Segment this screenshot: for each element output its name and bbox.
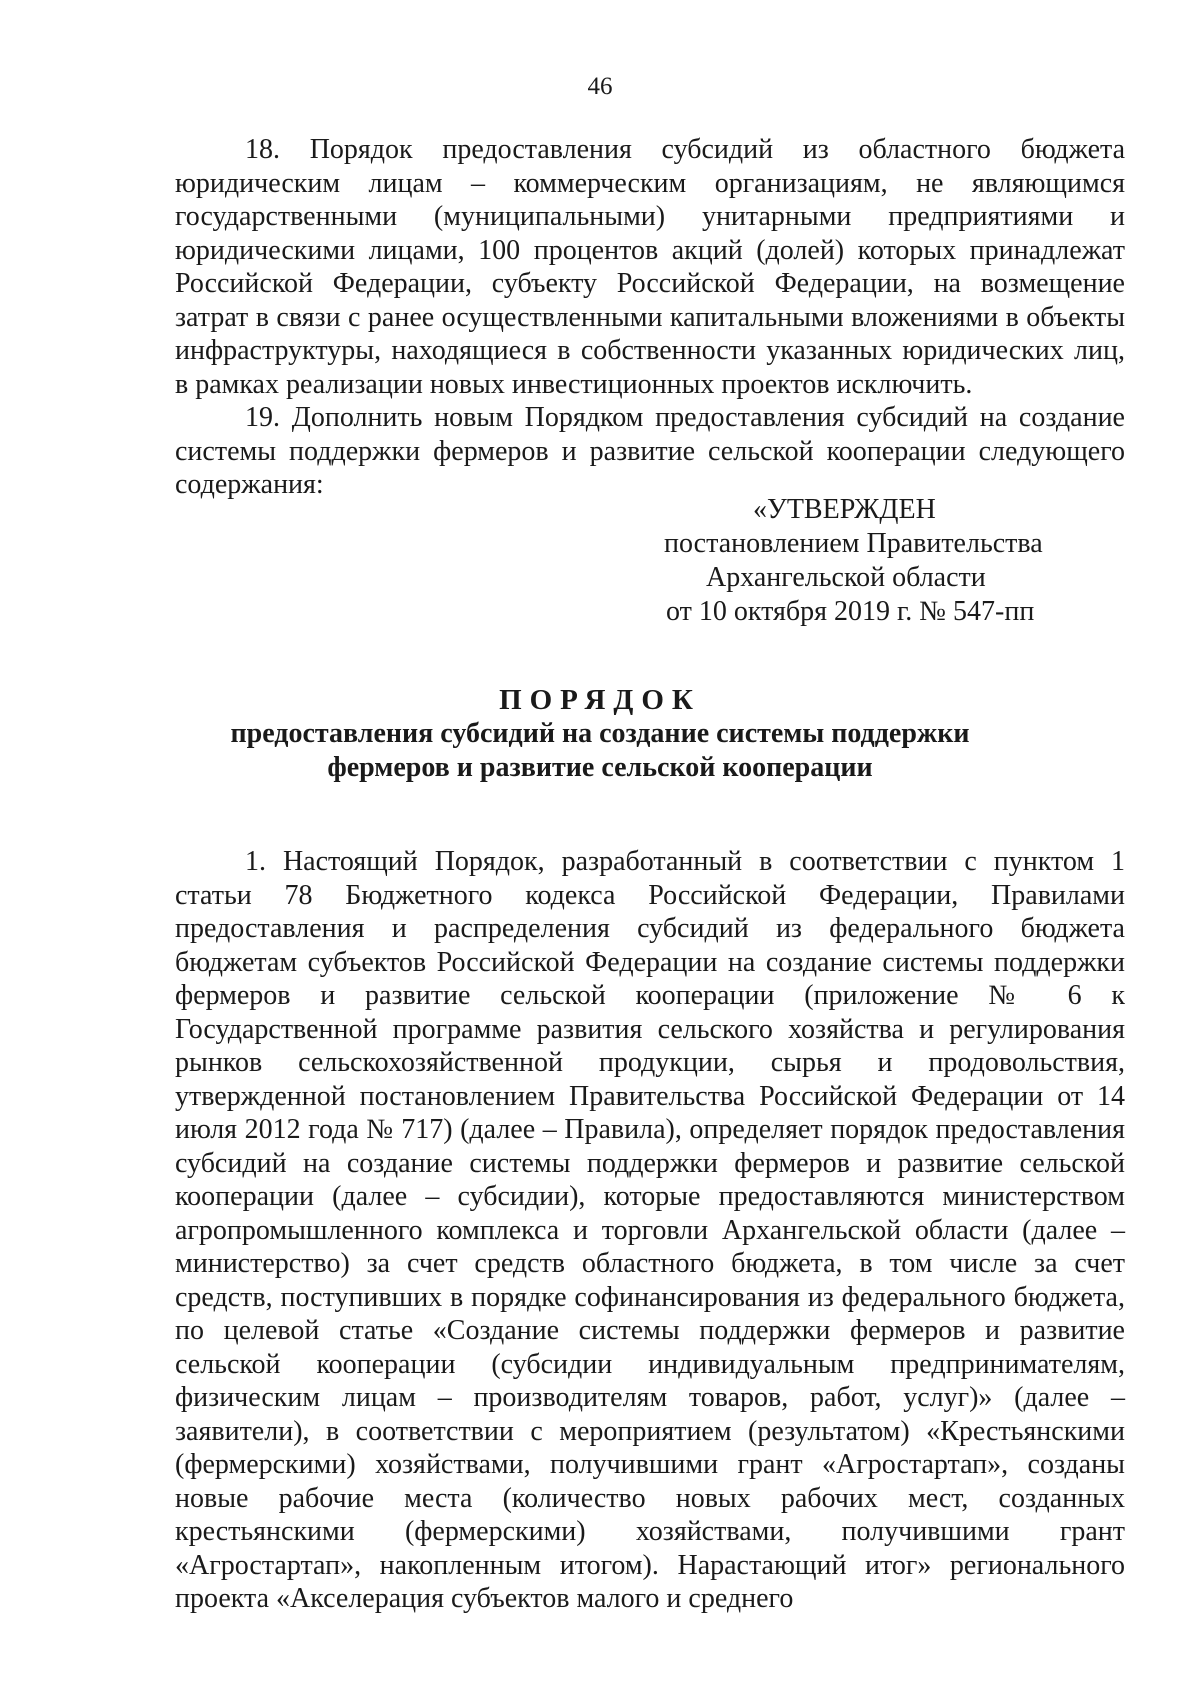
approval-line-date: от 10 октября 2019 г. № 547-пп [666, 596, 1035, 627]
approval-line-approved: «УТВЕРЖДЕН [753, 494, 936, 525]
title-main: ПОРЯДОК [499, 684, 701, 716]
paragraph-19: 19. Дополнить новым Порядком предоставления субсидий на создание системы поддержки фермеров и развитие сельской кооперации следующего содержания: [175, 402, 1125, 500]
document-title [0, 683, 1200, 785]
page-number: 46 [587, 73, 613, 100]
approval-line-region: Архангельской области [706, 562, 986, 593]
title-subtitle-line-2: фермеров и развитие сельской кооперации [327, 752, 873, 783]
paragraph-1: 1. Настоящий Порядок, разработанный в соответствии с пунктом 1 статьи 78 Бюджетного кодекса Российской Федерации, Правилами предоставления и распределения субсидий из федерального бюджета бюджетам субъектов Российской Федерации на создание системы поддержки фермеров и развитие сельской кооперации (приложение № 6 к Государственной программе развития сельского хозяйства и регулирования рынков сельскохозяйственной продукции, сырья и продовольствия, утвержденной постановлением Правительства Российской Федерации от 14 июля 2012 года № 717) (далее – Правила), определяет порядок предоставления субсидий на создание системы поддержки фермеров и развитие сельской кооперации (далее – субсидии), которые предоставляются министерством агропромышленного комплекса и торговли Архангельской области (далее – министерство) за счет средств областного бюджета, в том числе за счет средств, поступивших в порядке софинансирования из федерального бюджета, по целевой статье «Создание системы поддержки фермеров и развитие сельской кооперации (субсидии индивидуальным предпринимателям, физическим лицам – производителям товаров, работ, услуг)» (далее – заявители), в соответствии с мероприятием (результатом) «Крестьянскими (фермерскими) хозяйствами, получившими грант «Агростартап», созданы новые рабочие места (количество новых рабочих мест, созданных крестьянскими (фермерскими) хозяйствами, получившими грант «Агростартап», накопленным итогом). Нарастающий итог» регионального проекта «Акселерация субъектов малого и среднего [175, 846, 1125, 1614]
paragraph-18: 18. Порядок предоставления субсидий из областного бюджета юридическим лицам – коммерческим организациям, не являющимся государственными (муниципальными) унитарными предприятиями и юридическими лицами, 100 процентов акций (долей) которых принадлежат Российской Федерации, субъекту Российской Федерации, на возмещение затрат в связи с ранее осуществленными капитальными вложениями в объекты инфраструктуры, находящиеся в собственности указанных юридических лиц, в рамках реализации новых инвестиционных проектов исключить. [175, 134, 1125, 400]
order-paragraphs [175, 845, 1125, 1616]
title-subtitle-line-1: предоставления субсидий на создание системы поддержки [230, 718, 970, 749]
approval-line-decree: постановлением Правительства [664, 528, 1043, 559]
amendment-paragraphs [175, 133, 1125, 502]
